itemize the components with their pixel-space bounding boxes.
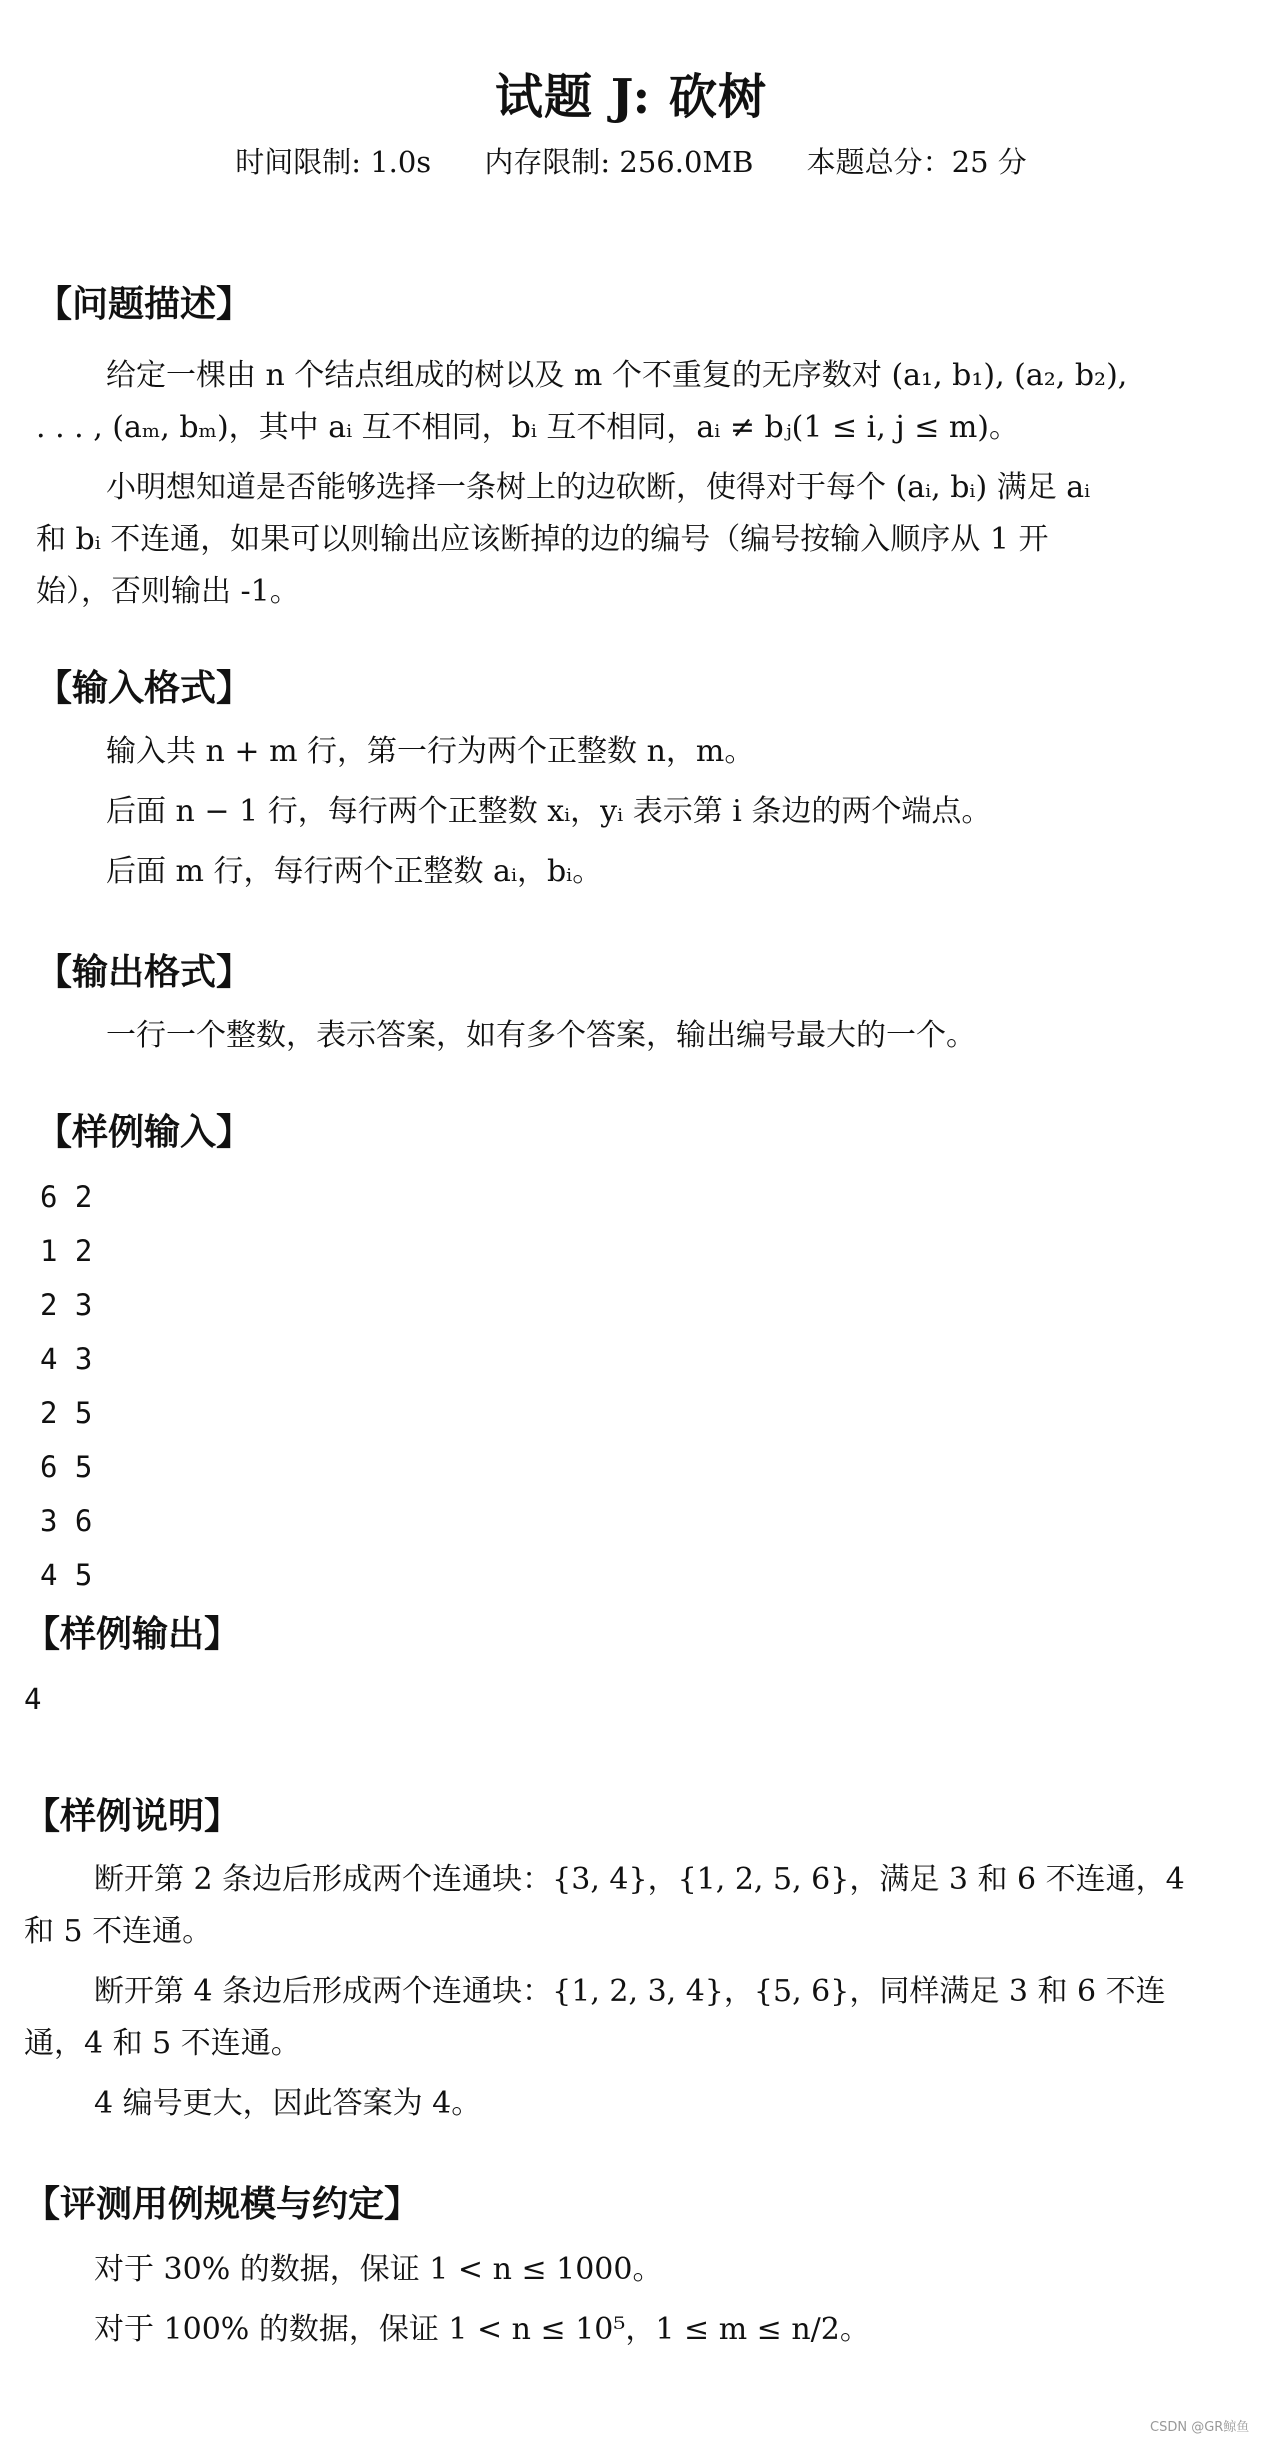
sample-output-value: 4 bbox=[24, 1682, 42, 1716]
sample-explanation-heading: 【样例说明】 bbox=[24, 1796, 241, 1837]
time-limit: 时间限制: 1.0s bbox=[235, 145, 432, 179]
explanation-para3: 4 编号更大，因此答案为 4。 bbox=[94, 2086, 482, 2121]
total-score: 本题总分：25 分 bbox=[806, 145, 1027, 179]
explanation-para1-line2: 和 5 不连通。 bbox=[24, 1914, 213, 1949]
sample-input-heading: 【样例输入】 bbox=[36, 1112, 253, 1153]
description-para1-line2: . . . , (aₘ, bₘ)，其中 aᵢ 互不相同，bᵢ 互不相同，aᵢ ≠ bⱼ(1 ≤ i, j ≤ m)。 bbox=[36, 410, 1020, 445]
sample-input-line: 2 5 bbox=[40, 1396, 93, 1430]
sample-input-line: 6 2 bbox=[40, 1180, 93, 1214]
description-para1-line1: 给定一棵由 n 个结点组成的树以及 m 个不重复的无序数对 (a₁, b₁), (a₂, b₂), bbox=[106, 358, 1128, 393]
explanation-para2-line1: 断开第 4 条边后形成两个连通块：{1, 2, 3, 4}，{5, 6}，同样满足 3 和 6 不连 bbox=[94, 1974, 1166, 2009]
problem-meta bbox=[0, 140, 1262, 181]
explanation-para1-line1: 断开第 2 条边后形成两个连通块：{3, 4}，{1, 2, 5, 6}，满足 3 和 6 不连通，4 bbox=[94, 1862, 1185, 1897]
sample-input-line: 1 2 bbox=[40, 1234, 93, 1268]
sample-input-line: 4 3 bbox=[40, 1342, 93, 1376]
memory-limit: 内存限制: 256.0MB bbox=[484, 145, 754, 179]
sample-input-line: 3 6 bbox=[40, 1504, 93, 1538]
sample-input-line: 6 5 bbox=[40, 1450, 93, 1484]
output-format-line1: 一行一个整数，表示答案，如有多个答案，输出编号最大的一个。 bbox=[106, 1018, 976, 1053]
input-format-heading: 【输入格式】 bbox=[36, 668, 253, 709]
constraints-line2: 对于 100% 的数据，保证 1 < n ≤ 10⁵，1 ≤ m ≤ n/2。 bbox=[94, 2312, 870, 2347]
sample-input-line: 2 3 bbox=[40, 1288, 93, 1322]
constraints-heading: 【评测用例规模与约定】 bbox=[24, 2184, 421, 2225]
description-para2-line3: 始），否则输出 -1。 bbox=[36, 574, 300, 609]
watermark: CSDN @GR鲸鱼 bbox=[1150, 2420, 1250, 2435]
input-format-line1: 输入共 n + m 行，第一行为两个正整数 n，m。 bbox=[106, 734, 755, 769]
input-format-line2: 后面 n − 1 行，每行两个正整数 xᵢ，yᵢ 表示第 i 条边的两个端点。 bbox=[106, 794, 992, 829]
sample-output-heading: 【样例输出】 bbox=[24, 1614, 241, 1655]
output-format-heading: 【输出格式】 bbox=[36, 952, 253, 993]
description-para2-line2: 和 bᵢ 不连通，如果可以则输出应该断掉的边的编号（编号按输入顺序从 1 开 bbox=[36, 522, 1049, 557]
input-format-line3: 后面 m 行，每行两个正整数 aᵢ，bᵢ。 bbox=[106, 854, 603, 889]
constraints-line1: 对于 30% 的数据，保证 1 < n ≤ 1000。 bbox=[94, 2252, 663, 2287]
description-heading: 【问题描述】 bbox=[36, 284, 253, 325]
explanation-para2-line2: 通，4 和 5 不连通。 bbox=[24, 2026, 301, 2061]
sample-input-line: 4 5 bbox=[40, 1558, 93, 1592]
problem-title: 试题 J: 砍树 bbox=[495, 69, 767, 125]
description-para2-line1: 小明想知道是否能够选择一条树上的边砍断，使得对于每个 (aᵢ, bᵢ) 满足 aᵢ bbox=[106, 470, 1091, 505]
